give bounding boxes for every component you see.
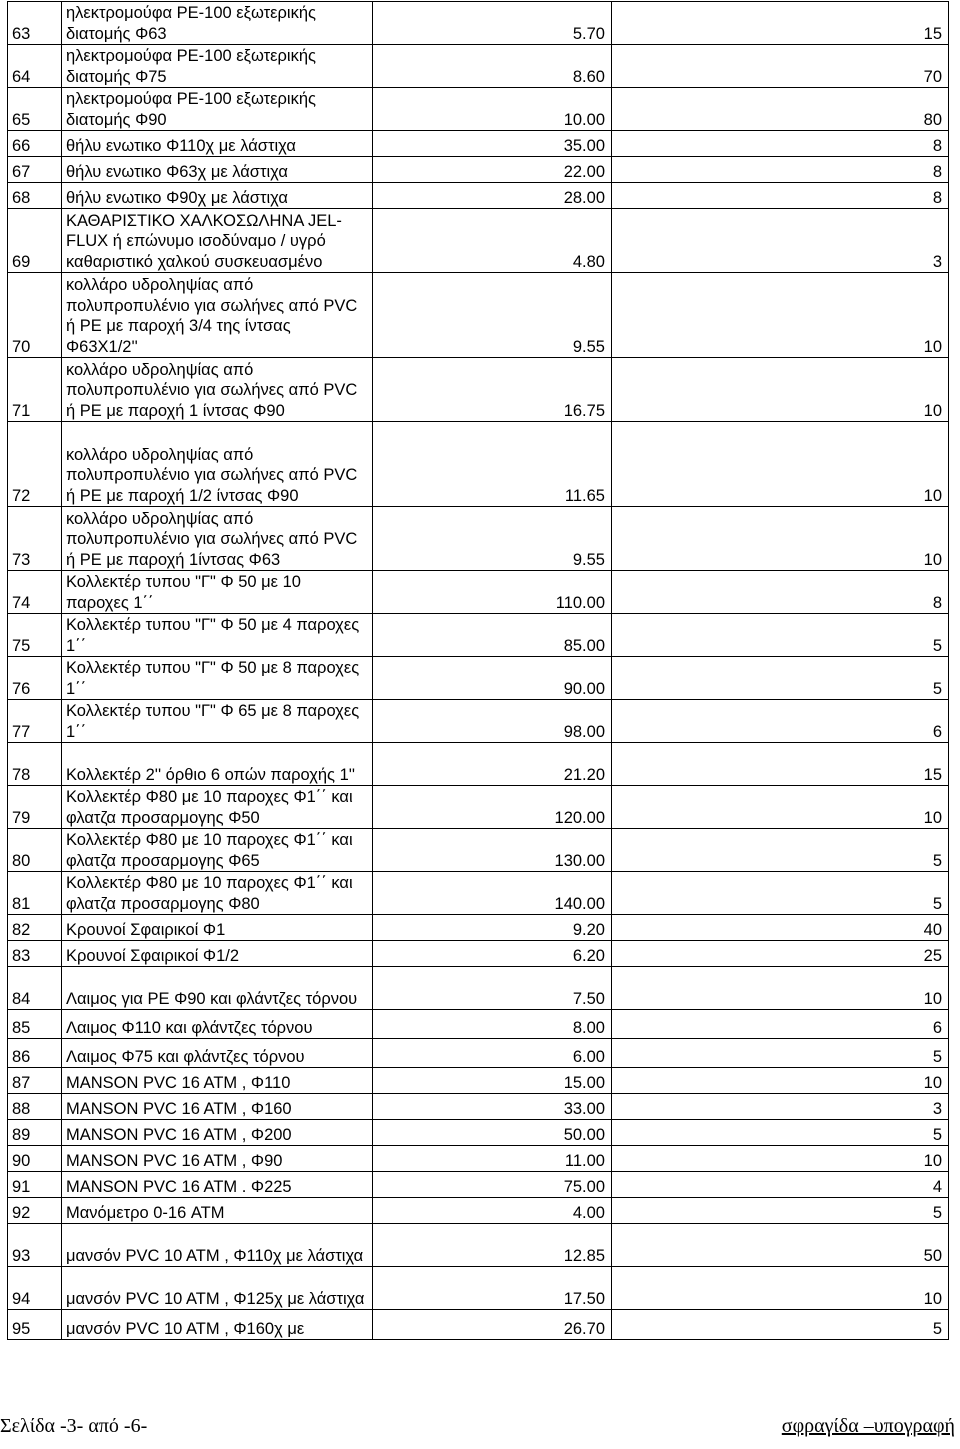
row-number: 68	[8, 183, 62, 209]
row-unit-price: 85.00	[373, 614, 612, 657]
row-quantity: 40	[612, 915, 949, 941]
row-number: 88	[8, 1094, 62, 1120]
row-quantity: 8	[612, 131, 949, 157]
row-quantity: 10	[612, 786, 949, 829]
row-unit-price: 6.00	[373, 1039, 612, 1068]
table-row	[8, 183, 949, 209]
table-row	[8, 88, 949, 131]
row-unit-price: 21.20	[373, 743, 612, 786]
row-unit-price: 130.00	[373, 829, 612, 872]
row-description: MANSON PVC 16 ATM , Φ200	[62, 1120, 373, 1146]
row-quantity: 10	[612, 1146, 949, 1172]
row-description: Κολλεκτέρ τυπου "Γ" Φ 50 με 10 παροχες 1΄΄	[62, 571, 373, 614]
row-number: 91	[8, 1172, 62, 1198]
row-number: 92	[8, 1198, 62, 1224]
row-number: 94	[8, 1267, 62, 1310]
table-row	[8, 273, 949, 358]
row-number: 95	[8, 1310, 62, 1340]
row-description: θήλυ ενωτικο Φ110χ με λάστιχα	[62, 131, 373, 157]
row-quantity: 6	[612, 1010, 949, 1039]
row-description: MANSON PVC 16 ATM , Φ160	[62, 1094, 373, 1120]
row-unit-price: 26.70	[373, 1310, 612, 1340]
table-row	[8, 786, 949, 829]
table-row	[8, 131, 949, 157]
row-description: μανσόν PVC 10 ATM , Φ160χ με	[62, 1310, 373, 1340]
table-row	[8, 829, 949, 872]
row-unit-price: 17.50	[373, 1267, 612, 1310]
row-unit-price: 10.00	[373, 88, 612, 131]
row-description: Κολλεκτέρ Φ80 με 10 παροχες Φ1΄΄ και φλατζα προσαρμογης Φ65	[62, 829, 373, 872]
row-unit-price: 9.55	[373, 507, 612, 571]
row-quantity: 10	[612, 507, 949, 571]
row-number: 89	[8, 1120, 62, 1146]
row-quantity: 5	[612, 829, 949, 872]
row-unit-price: 7.50	[373, 967, 612, 1010]
row-description: Κολλεκτέρ Φ80 με 10 παροχες Φ1΄΄ και φλατζα προσαρμογης Φ50	[62, 786, 373, 829]
table-row	[8, 1267, 949, 1310]
row-unit-price: 110.00	[373, 571, 612, 614]
row-quantity: 80	[612, 88, 949, 131]
table-row	[8, 571, 949, 614]
table-row	[8, 657, 949, 700]
row-description: MANSON PVC 16 ATM , Φ90	[62, 1146, 373, 1172]
table-row	[8, 1310, 949, 1340]
row-unit-price: 9.55	[373, 273, 612, 358]
row-number: 86	[8, 1039, 62, 1068]
row-quantity: 5	[612, 872, 949, 915]
price-table	[7, 1, 949, 1340]
row-unit-price: 140.00	[373, 872, 612, 915]
page-number: Σελίδα -3- από -6-	[0, 1415, 148, 1437]
row-description: Μανόμετρο 0-16 ATM	[62, 1198, 373, 1224]
table-row	[8, 209, 949, 273]
row-quantity: 70	[612, 45, 949, 88]
row-description: κολλάρο υδροληψίας από πολυπροπυλένιο για σωλήνες από PVC ή PE με παροχή 1/2 ίντσας Φ90	[62, 422, 373, 507]
row-description: Κολλεκτέρ τυπου "Γ" Φ 65 με 8 παροχες 1΄΄	[62, 700, 373, 743]
row-description: ηλεκτρομούφα PE-100 εξωτερικής διατομής Φ75	[62, 45, 373, 88]
row-number: 78	[8, 743, 62, 786]
row-description: Κολλεκτέρ Φ80 με 10 παροχες Φ1΄΄ και φλατζα προσαρμογης Φ80	[62, 872, 373, 915]
row-description: κολλάρο υδροληψίας από πολυπροπυλένιο για σωλήνες από PVC ή PE με παροχή 1 ίντσας Φ90	[62, 358, 373, 422]
table-row	[8, 1094, 949, 1120]
row-quantity: 10	[612, 422, 949, 507]
row-description: Λαιμος Φ110 και φλάντζες τόρνου	[62, 1010, 373, 1039]
row-quantity: 8	[612, 571, 949, 614]
table-row	[8, 1120, 949, 1146]
row-number: 71	[8, 358, 62, 422]
row-unit-price: 15.00	[373, 1068, 612, 1094]
row-unit-price: 4.00	[373, 1198, 612, 1224]
row-number: 87	[8, 1068, 62, 1094]
row-number: 72	[8, 422, 62, 507]
row-number: 75	[8, 614, 62, 657]
row-quantity: 10	[612, 967, 949, 1010]
row-description: ηλεκτρομούφα PE-100 εξωτερικής διατομής Φ90	[62, 88, 373, 131]
row-number: 77	[8, 700, 62, 743]
row-quantity: 3	[612, 1094, 949, 1120]
row-number: 73	[8, 507, 62, 571]
table-row	[8, 700, 949, 743]
row-unit-price: 4.80	[373, 209, 612, 273]
row-quantity: 8	[612, 183, 949, 209]
row-number: 63	[8, 2, 62, 45]
row-number: 70	[8, 273, 62, 358]
row-number: 74	[8, 571, 62, 614]
row-quantity: 6	[612, 700, 949, 743]
row-unit-price: 22.00	[373, 157, 612, 183]
table-row	[8, 157, 949, 183]
row-number: 84	[8, 967, 62, 1010]
row-unit-price: 16.75	[373, 358, 612, 422]
table-row	[8, 1224, 949, 1267]
row-quantity: 5	[612, 1120, 949, 1146]
row-number: 83	[8, 941, 62, 967]
row-quantity: 50	[612, 1224, 949, 1267]
row-number: 69	[8, 209, 62, 273]
row-description: Κρουνοί Σφαιρικοί Φ1/2	[62, 941, 373, 967]
row-quantity: 5	[612, 614, 949, 657]
table-row	[8, 422, 949, 507]
row-unit-price: 6.20	[373, 941, 612, 967]
row-unit-price: 120.00	[373, 786, 612, 829]
row-unit-price: 50.00	[373, 1120, 612, 1146]
row-unit-price: 35.00	[373, 131, 612, 157]
row-unit-price: 12.85	[373, 1224, 612, 1267]
page-footer	[0, 1415, 960, 1445]
row-number: 76	[8, 657, 62, 700]
row-unit-price: 11.65	[373, 422, 612, 507]
row-unit-price: 11.00	[373, 1146, 612, 1172]
row-quantity: 8	[612, 157, 949, 183]
row-unit-price: 5.70	[373, 2, 612, 45]
row-number: 67	[8, 157, 62, 183]
row-description: κολλάρο υδροληψίας από πολυπροπυλένιο για σωλήνες από PVC ή PE με παροχή 3/4 της ίντσας Φ63Χ1/2''	[62, 273, 373, 358]
table-row	[8, 2, 949, 45]
row-quantity: 10	[612, 273, 949, 358]
table-row	[8, 1010, 949, 1039]
row-description: Λαιμος Φ75 και φλάντζες τόρνου	[62, 1039, 373, 1068]
row-number: 79	[8, 786, 62, 829]
row-description: MANSON PVC 16 ATM , Φ110	[62, 1068, 373, 1094]
row-unit-price: 75.00	[373, 1172, 612, 1198]
row-unit-price: 98.00	[373, 700, 612, 743]
row-unit-price: 33.00	[373, 1094, 612, 1120]
row-description: θήλυ ενωτικο Φ90χ με λάστιχα	[62, 183, 373, 209]
row-quantity: 25	[612, 941, 949, 967]
row-number: 93	[8, 1224, 62, 1267]
row-unit-price: 8.60	[373, 45, 612, 88]
row-number: 65	[8, 88, 62, 131]
table-row	[8, 872, 949, 915]
row-quantity: 10	[612, 1267, 949, 1310]
row-number: 66	[8, 131, 62, 157]
table-row	[8, 915, 949, 941]
row-description: κολλάρο υδροληψίας από πολυπροπυλένιο για σωλήνες από PVC ή PE με παροχή 1ίντσας Φ63	[62, 507, 373, 571]
row-unit-price: 28.00	[373, 183, 612, 209]
row-unit-price: 90.00	[373, 657, 612, 700]
row-number: 82	[8, 915, 62, 941]
row-quantity: 4	[612, 1172, 949, 1198]
row-number: 80	[8, 829, 62, 872]
table-row	[8, 967, 949, 1010]
row-description: Κολλεκτέρ τυπου "Γ" Φ 50 με 4 παροχες 1΄΄	[62, 614, 373, 657]
table-row	[8, 1068, 949, 1094]
table-row	[8, 743, 949, 786]
row-quantity: 10	[612, 1068, 949, 1094]
table-row	[8, 614, 949, 657]
row-quantity: 5	[612, 1039, 949, 1068]
row-description: Κρουνοί Σφαιρικοί Φ1	[62, 915, 373, 941]
table-row	[8, 1198, 949, 1224]
row-description: MANSON PVC 16 ATM . Φ225	[62, 1172, 373, 1198]
row-unit-price: 9.20	[373, 915, 612, 941]
row-description: μανσόν PVC 10 ATM , Φ110χ με λάστιχα	[62, 1224, 373, 1267]
table-row	[8, 1172, 949, 1198]
table-row	[8, 358, 949, 422]
row-description: μανσόν PVC 10 ATM , Φ125χ με λάστιχα	[62, 1267, 373, 1310]
row-unit-price: 8.00	[373, 1010, 612, 1039]
stamp-signature-label: σφραγίδα –υπογραφή	[781, 1415, 955, 1437]
table-row	[8, 45, 949, 88]
row-number: 81	[8, 872, 62, 915]
table-row	[8, 1146, 949, 1172]
row-quantity: 3	[612, 209, 949, 273]
table-row	[8, 507, 949, 571]
row-number: 64	[8, 45, 62, 88]
row-quantity: 15	[612, 743, 949, 786]
price-table-body	[8, 2, 949, 1340]
row-quantity: 5	[612, 1310, 949, 1340]
row-quantity: 15	[612, 2, 949, 45]
row-description: ΚΑΘΑΡΙΣΤΙΚΟ ΧΑΛΚΟΣΩΛΗΝΑ JEL-FLUX ή επώνυμο ισοδύναμο / υγρό καθαριστικό χαλκού συσκευασμένο	[62, 209, 373, 273]
row-quantity: 10	[612, 358, 949, 422]
row-description: Λαιμος για PE Φ90 και φλάντζες τόρνου	[62, 967, 373, 1010]
row-quantity: 5	[612, 657, 949, 700]
row-description: Κολλεκτέρ 2'' όρθιο 6 οπών παροχής 1''	[62, 743, 373, 786]
row-number: 85	[8, 1010, 62, 1039]
row-description: ηλεκτρομούφα PE-100 εξωτερικής διατομής Φ63	[62, 2, 373, 45]
row-description: θήλυ ενωτικο Φ63χ με λάστιχα	[62, 157, 373, 183]
table-row	[8, 1039, 949, 1068]
table-row	[8, 941, 949, 967]
row-description: Κολλεκτέρ τυπου "Γ" Φ 50 με 8 παροχες 1΄΄	[62, 657, 373, 700]
row-quantity: 5	[612, 1198, 949, 1224]
row-number: 90	[8, 1146, 62, 1172]
